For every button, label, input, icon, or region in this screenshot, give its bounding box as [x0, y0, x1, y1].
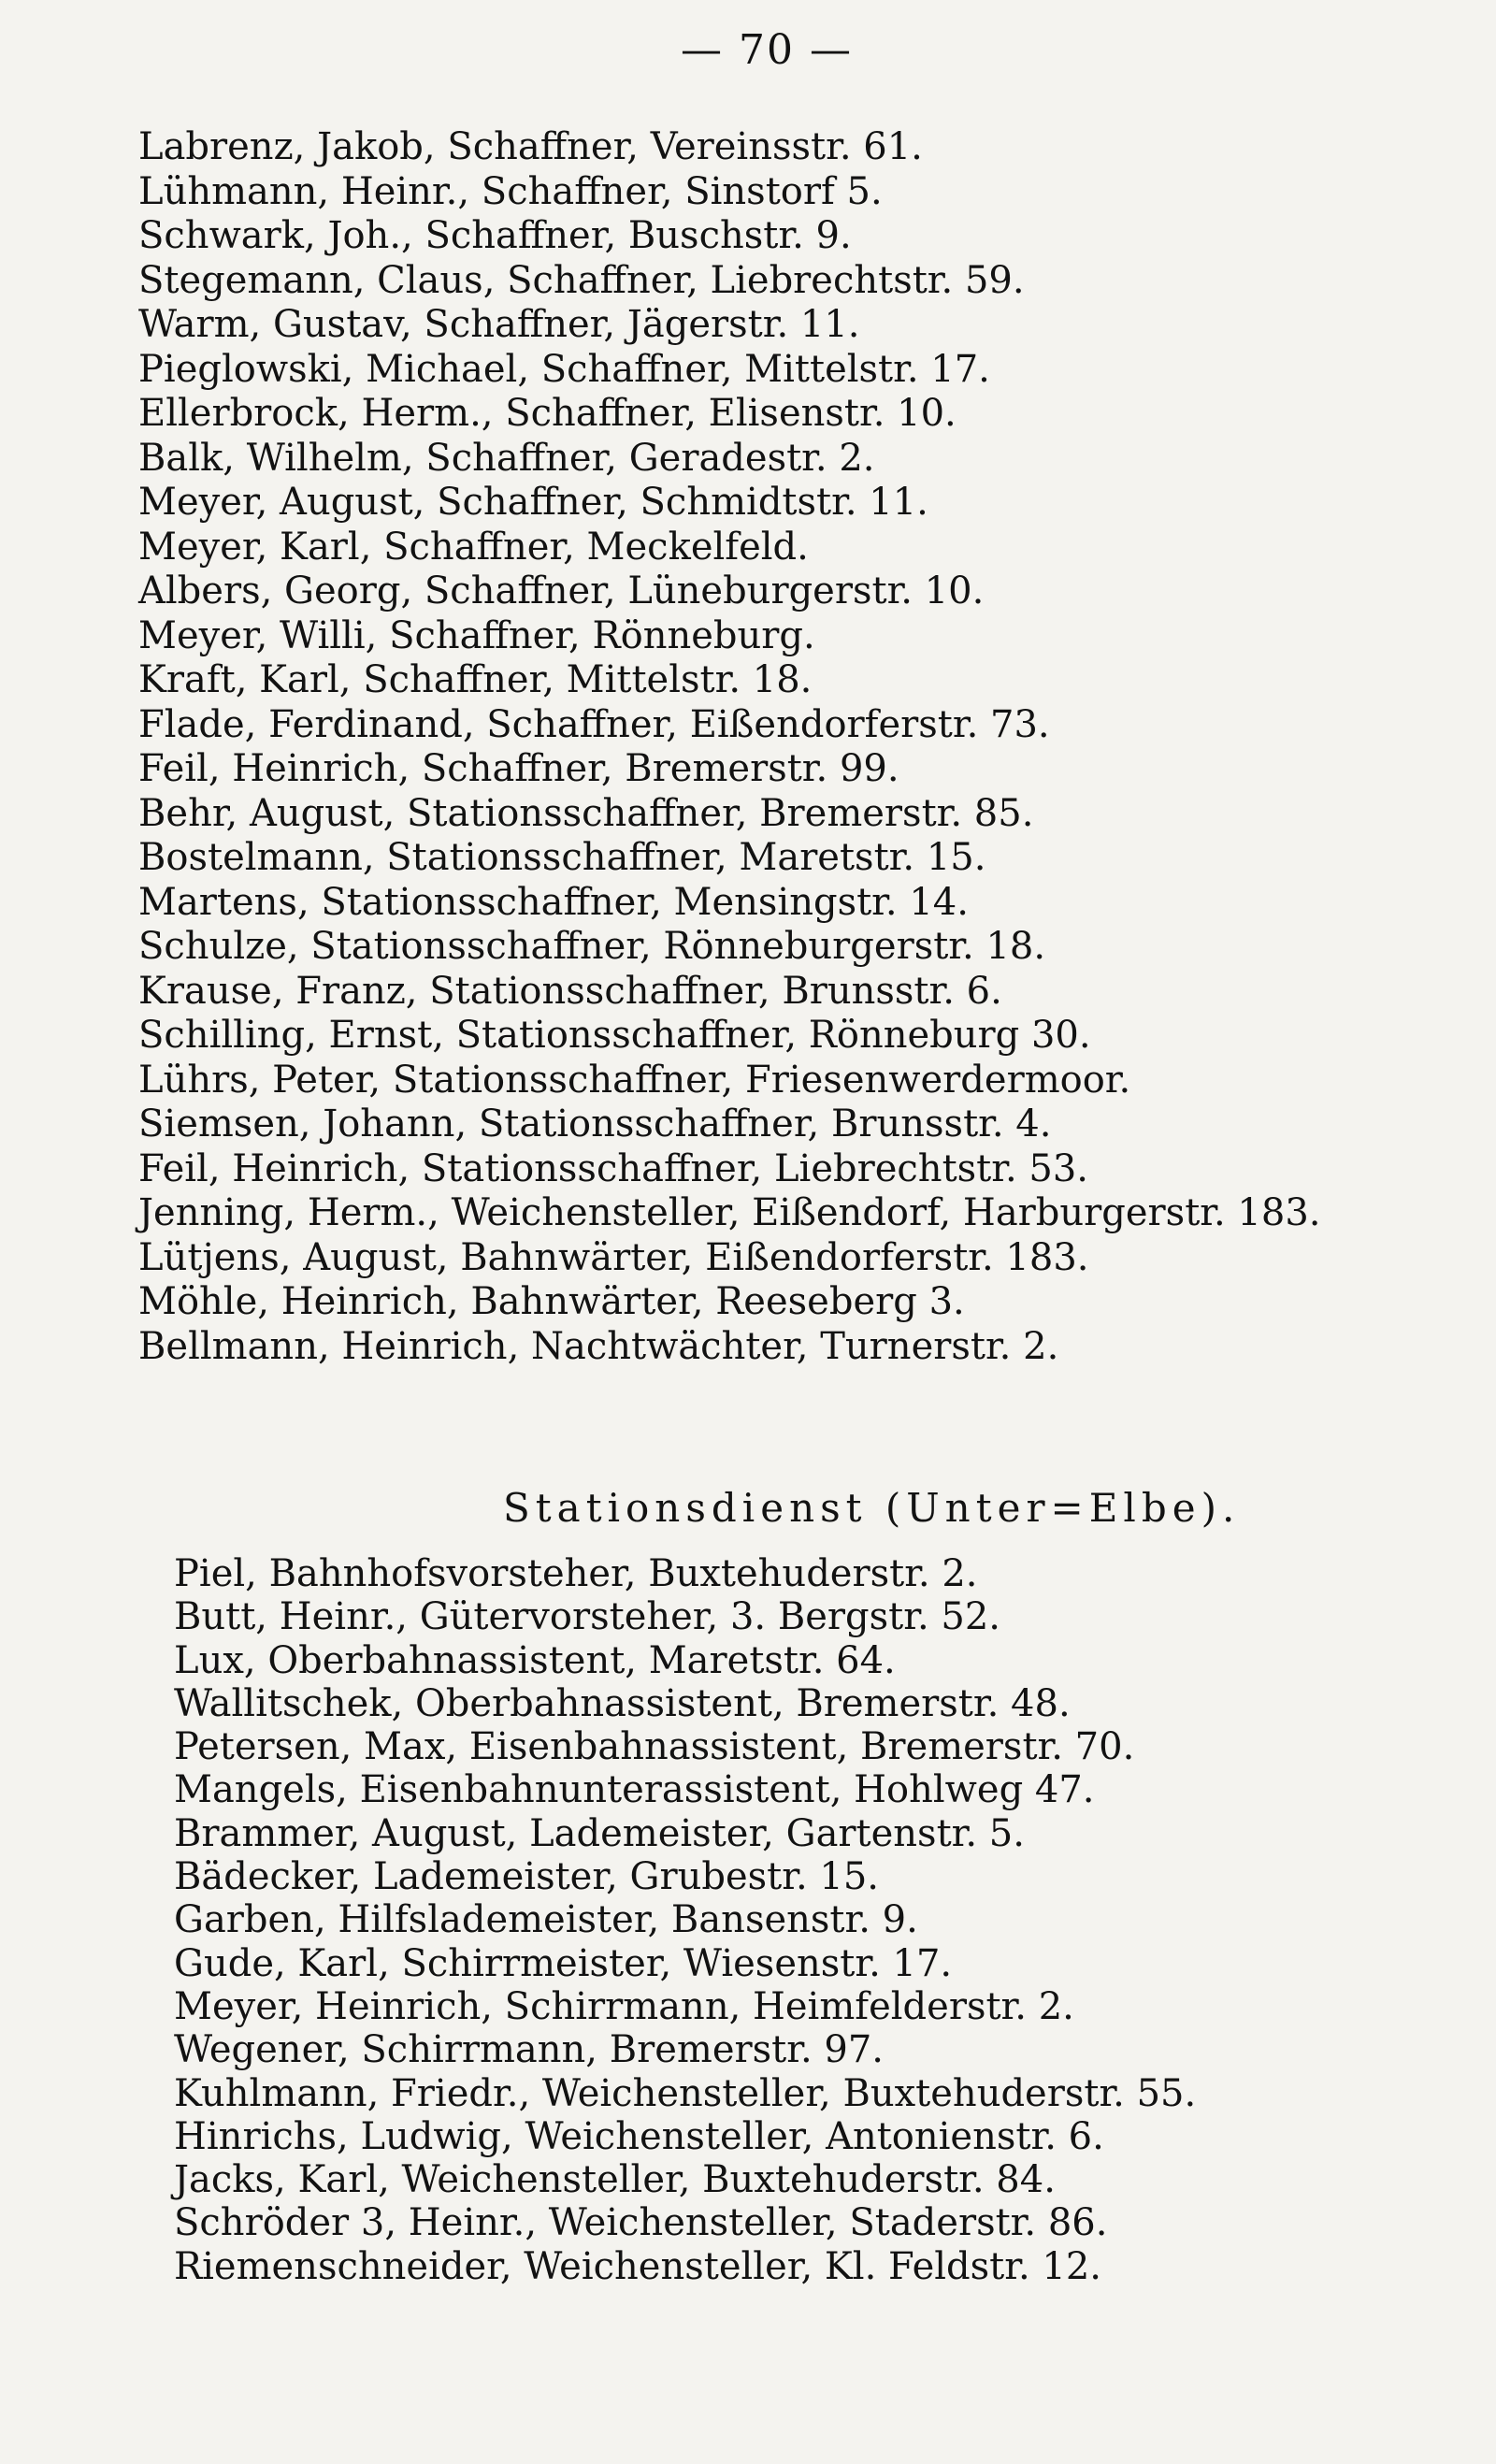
- list-item: Meyer, August, Schaffner, Schmidtstr. 11.: [138, 481, 928, 524]
- list-item: Lührs, Peter, Stationsschaffner, Friesenwerdermoor.: [138, 1058, 1131, 1102]
- list-item: Feil, Heinrich, Schaffner, Bremerstr. 99.: [138, 747, 899, 790]
- list-item: Krause, Franz, Stationsschaffner, Brunsstr. 6.: [138, 969, 1002, 1013]
- list-item: Meyer, Willi, Schaffner, Rönneburg.: [138, 613, 815, 657]
- list-item: Bädecker, Lademeister, Grubestr. 15.: [174, 1855, 879, 1899]
- list-item: Wegener, Schirrmann, Bremerstr. 97.: [174, 2028, 885, 2072]
- list-item: Mangels, Eisenbahnunterassistent, Hohlweg 47.: [174, 1768, 1095, 1812]
- list-item: Lux, Oberbahnassistent, Maretstr. 64.: [174, 1638, 896, 1682]
- list-item: Petersen, Max, Eisenbahnassistent, Bremerstr. 70.: [174, 1725, 1135, 1769]
- list-item: Warm, Gustav, Schaffner, Jägerstr. 11.: [138, 303, 860, 346]
- list-item: Meyer, Heinrich, Schirrmann, Heimfelderstr. 2.: [174, 1984, 1074, 2028]
- list-item: Labrenz, Jakob, Schaffner, Vereinsstr. 61.: [138, 125, 923, 168]
- list-item: Lühmann, Heinr., Schaffner, Sinstorf 5.: [138, 169, 883, 213]
- list-item: Bostelmann, Stationsschaffner, Maretstr. 15.: [138, 836, 986, 879]
- list-item: Schilling, Ernst, Stationsschaffner, Rönneburg 30.: [138, 1014, 1091, 1057]
- list-item: Jenning, Herm., Weichensteller, Eißendorf, Harburgerstr. 183.: [138, 1191, 1321, 1234]
- list-item: Balk, Wilhelm, Schaffner, Geradestr. 2.: [138, 436, 875, 480]
- list-item: Butt, Heinr., Gütervorsteher, 3. Bergstr. 52.: [174, 1595, 1001, 1639]
- list-item: Schwark, Joh., Schaffner, Buschstr. 9.: [138, 214, 852, 257]
- entry-list-bottom: [174, 1552, 1196, 2288]
- list-item: Piel, Bahnhofsvorsteher, Buxtehuderstr. 2.: [174, 1552, 978, 1595]
- list-item: Kraft, Karl, Schaffner, Mittelstr. 18.: [138, 658, 813, 701]
- list-item: Riemenschneider, Weichensteller, Kl. Feldstr. 12.: [174, 2244, 1102, 2288]
- list-item: Hinrichs, Ludwig, Weichensteller, Antonienstr. 6.: [174, 2114, 1104, 2158]
- list-item: Jacks, Karl, Weichensteller, Buxtehuderstr. 84.: [174, 2158, 1056, 2202]
- page-number: — 70 —: [681, 26, 853, 74]
- list-item: Siemsen, Johann, Stationsschaffner, Brunsstr. 4.: [138, 1102, 1052, 1146]
- list-item: Ellerbrock, Herm., Schaffner, Elisenstr. 10.: [138, 392, 957, 435]
- list-item: Albers, Georg, Schaffner, Lüneburgerstr. 10.: [138, 569, 985, 612]
- list-item: Pieglowski, Michael, Schaffner, Mittelstr. 17.: [138, 347, 990, 391]
- list-item: Meyer, Karl, Schaffner, Meckelfeld.: [138, 525, 809, 569]
- list-item: Wallitschek, Oberbahnassistent, Bremerstr. 48.: [174, 1681, 1071, 1725]
- entry-list-top: [138, 125, 1321, 1369]
- list-item: Lütjens, August, Bahnwärter, Eißendorferstr. 183.: [138, 1235, 1089, 1279]
- list-item: Flade, Ferdinand, Schaffner, Eißendorferstr. 73.: [138, 702, 1050, 746]
- list-item: Kuhlmann, Friedr., Weichensteller, Buxtehuderstr. 55.: [174, 2071, 1197, 2115]
- list-item: Bellmann, Heinrich, Nachtwächter, Turnerstr. 2.: [138, 1324, 1059, 1368]
- list-item: Schröder 3, Heinr., Weichensteller, Staderstr. 86.: [174, 2201, 1108, 2245]
- list-item: Brammer, August, Lademeister, Gartenstr. 5.: [174, 1811, 1025, 1855]
- list-item: Gude, Karl, Schirrmeister, Wiesenstr. 17.: [174, 1941, 953, 1985]
- list-item: Garben, Hilfslademeister, Bansenstr. 9.: [174, 1898, 918, 1942]
- list-item: Feil, Heinrich, Stationsschaffner, Liebrechtstr. 53.: [138, 1146, 1089, 1190]
- section-heading: Stationsdienst (Unter=Elbe).: [503, 1485, 1241, 1531]
- list-item: Martens, Stationsschaffner, Mensingstr. 14.: [138, 880, 969, 924]
- list-item: Möhle, Heinrich, Bahnwärter, Reeseberg 3.: [138, 1280, 965, 1323]
- list-item: Behr, August, Stationsschaffner, Bremerstr. 85.: [138, 791, 1034, 835]
- list-item: Schulze, Stationsschaffner, Rönneburgerstr. 18.: [138, 925, 1046, 968]
- list-item: Stegemann, Claus, Schaffner, Liebrechtstr. 59.: [138, 258, 1025, 302]
